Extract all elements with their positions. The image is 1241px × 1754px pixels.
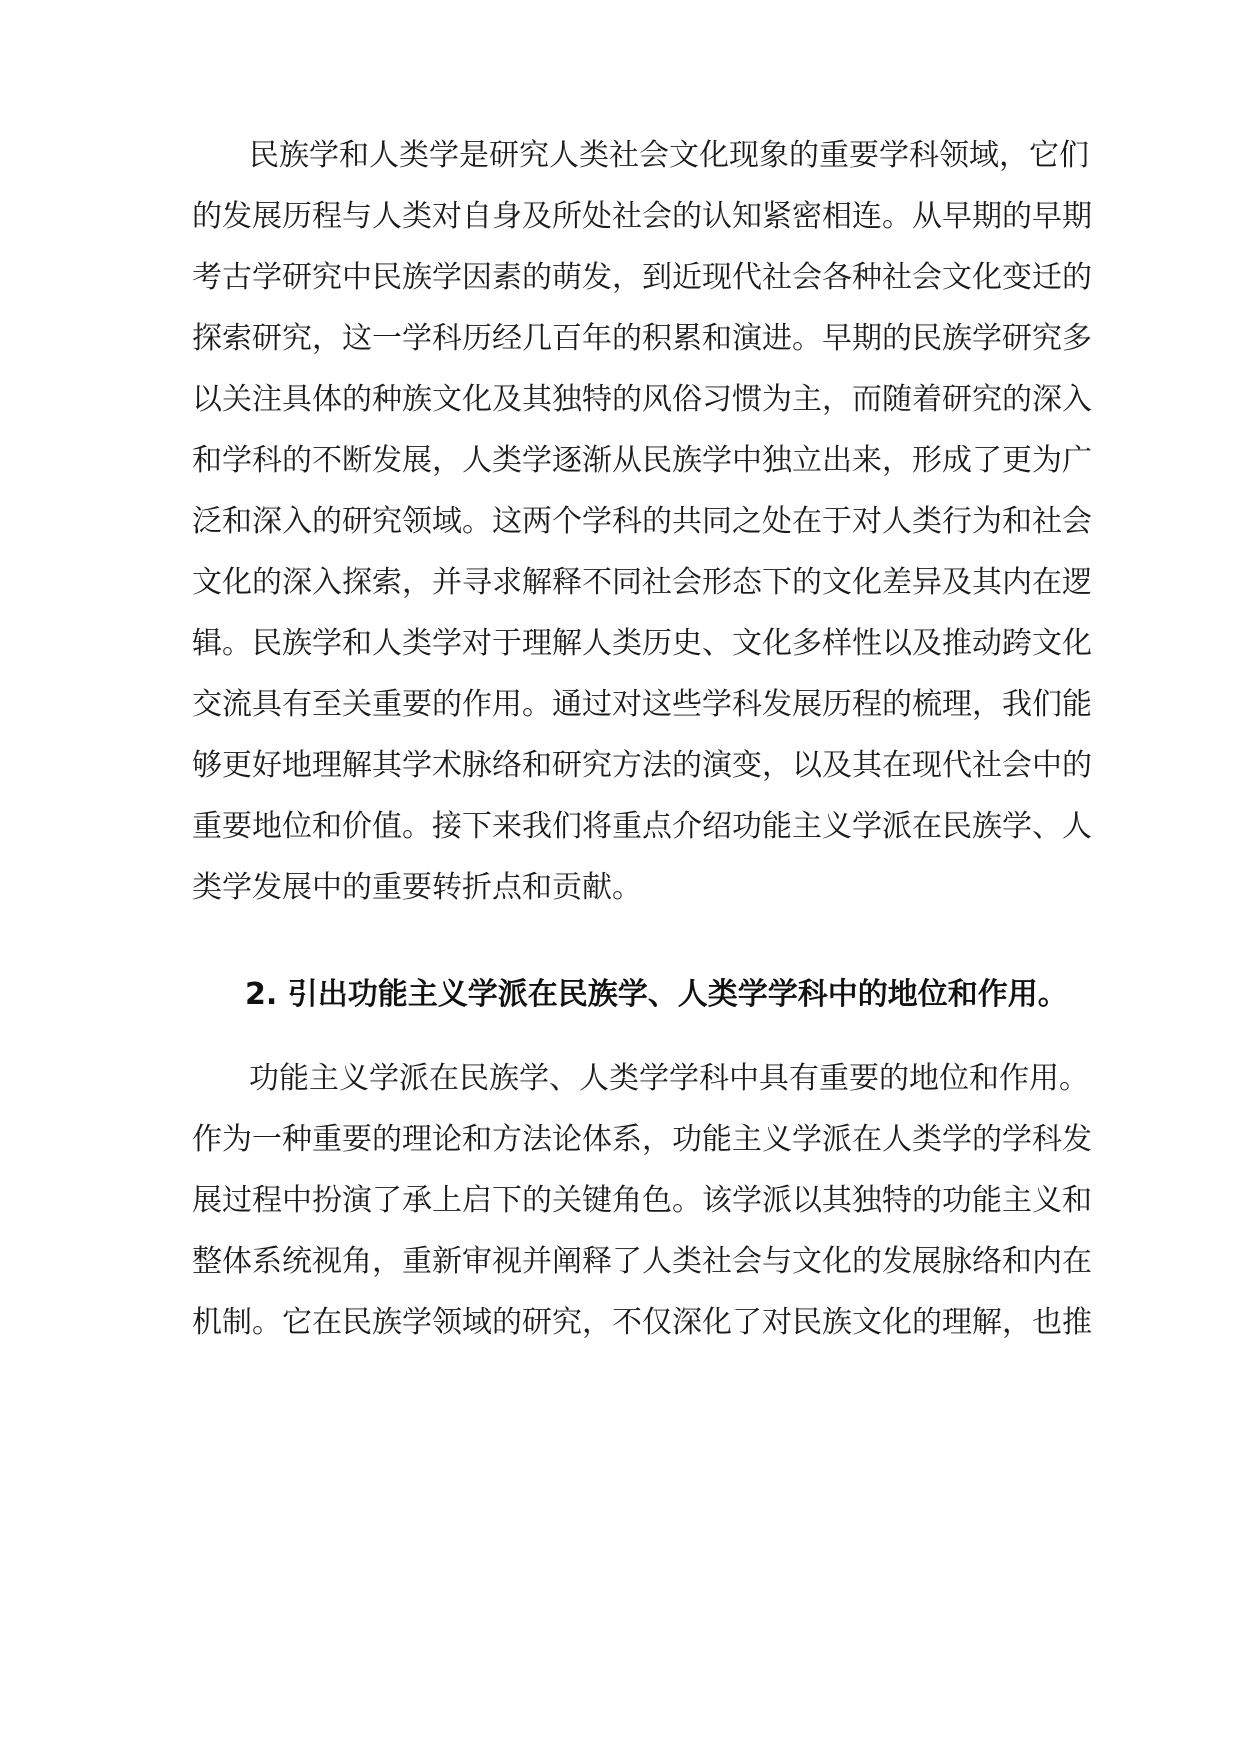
- paragraph-line: 的发展历程与人类对自身及所处社会的认知紧密相连。从早期的早期: [192, 199, 1092, 234]
- paragraph-line: 整体系统视角，重新审视并阐释了人类社会与文化的发展脉络和内在: [192, 1244, 1092, 1279]
- paragraph-line: 重要地位和价值。接下来我们将重点介绍功能主义学派在民族学、人: [192, 809, 1092, 844]
- paragraph-line: 作为一种重要的理论和方法论体系，功能主义学派在人类学的学科发: [192, 1122, 1092, 1157]
- paragraph-line: 辑。民族学和人类学对于理解人类历史、文化多样性以及推动跨文化: [192, 626, 1092, 661]
- paragraph-line: 以关注具体的种族文化及其独特的风俗习惯为主，而随着研究的深入: [192, 382, 1092, 417]
- paragraph-line: 文化的深入探索，并寻求解释不同社会形态下的文化差异及其内在逻: [192, 565, 1092, 600]
- paragraph-line: 泛和深入的研究领域。这两个学科的共同之处在于对人类行为和社会: [192, 504, 1092, 539]
- paragraph-line: 机制。它在民族学领域的研究，不仅深化了对民族文化的理解，也推: [192, 1305, 1092, 1340]
- paragraph-line: 展过程中扮演了承上启下的关键角色。该学派以其独特的功能主义和: [192, 1183, 1092, 1218]
- paragraph-line: 和学科的不断发展，人类学逐渐从民族学中独立出来，形成了更为广: [192, 443, 1092, 478]
- paragraph-line: 交流具有至关重要的作用。通过对这些学科发展历程的梳理，我们能: [192, 687, 1092, 722]
- paragraph-line: 探索研究，这一学科历经几百年的积累和演进。早期的民族学研究多: [192, 321, 1092, 356]
- paragraph-line: 民族学和人类学是研究人类社会文化现象的重要学科领域，它们: [249, 138, 1089, 173]
- paragraph-line: 够更好地理解其学术脉络和研究方法的演变，以及其在现代社会中的: [192, 748, 1092, 783]
- paragraph-line: 功能主义学派在民族学、人类学学科中具有重要的地位和作用。: [249, 1061, 1089, 1096]
- section-heading: 2. 引出功能主义学派在民族学、人类学学科中的地位和作用。: [245, 977, 1068, 1012]
- paragraph-line: 考古学研究中民族学因素的萌发，到近现代社会各种社会文化变迁的: [192, 260, 1092, 295]
- paragraph-line: 类学发展中的重要转折点和贡献。: [192, 870, 642, 905]
